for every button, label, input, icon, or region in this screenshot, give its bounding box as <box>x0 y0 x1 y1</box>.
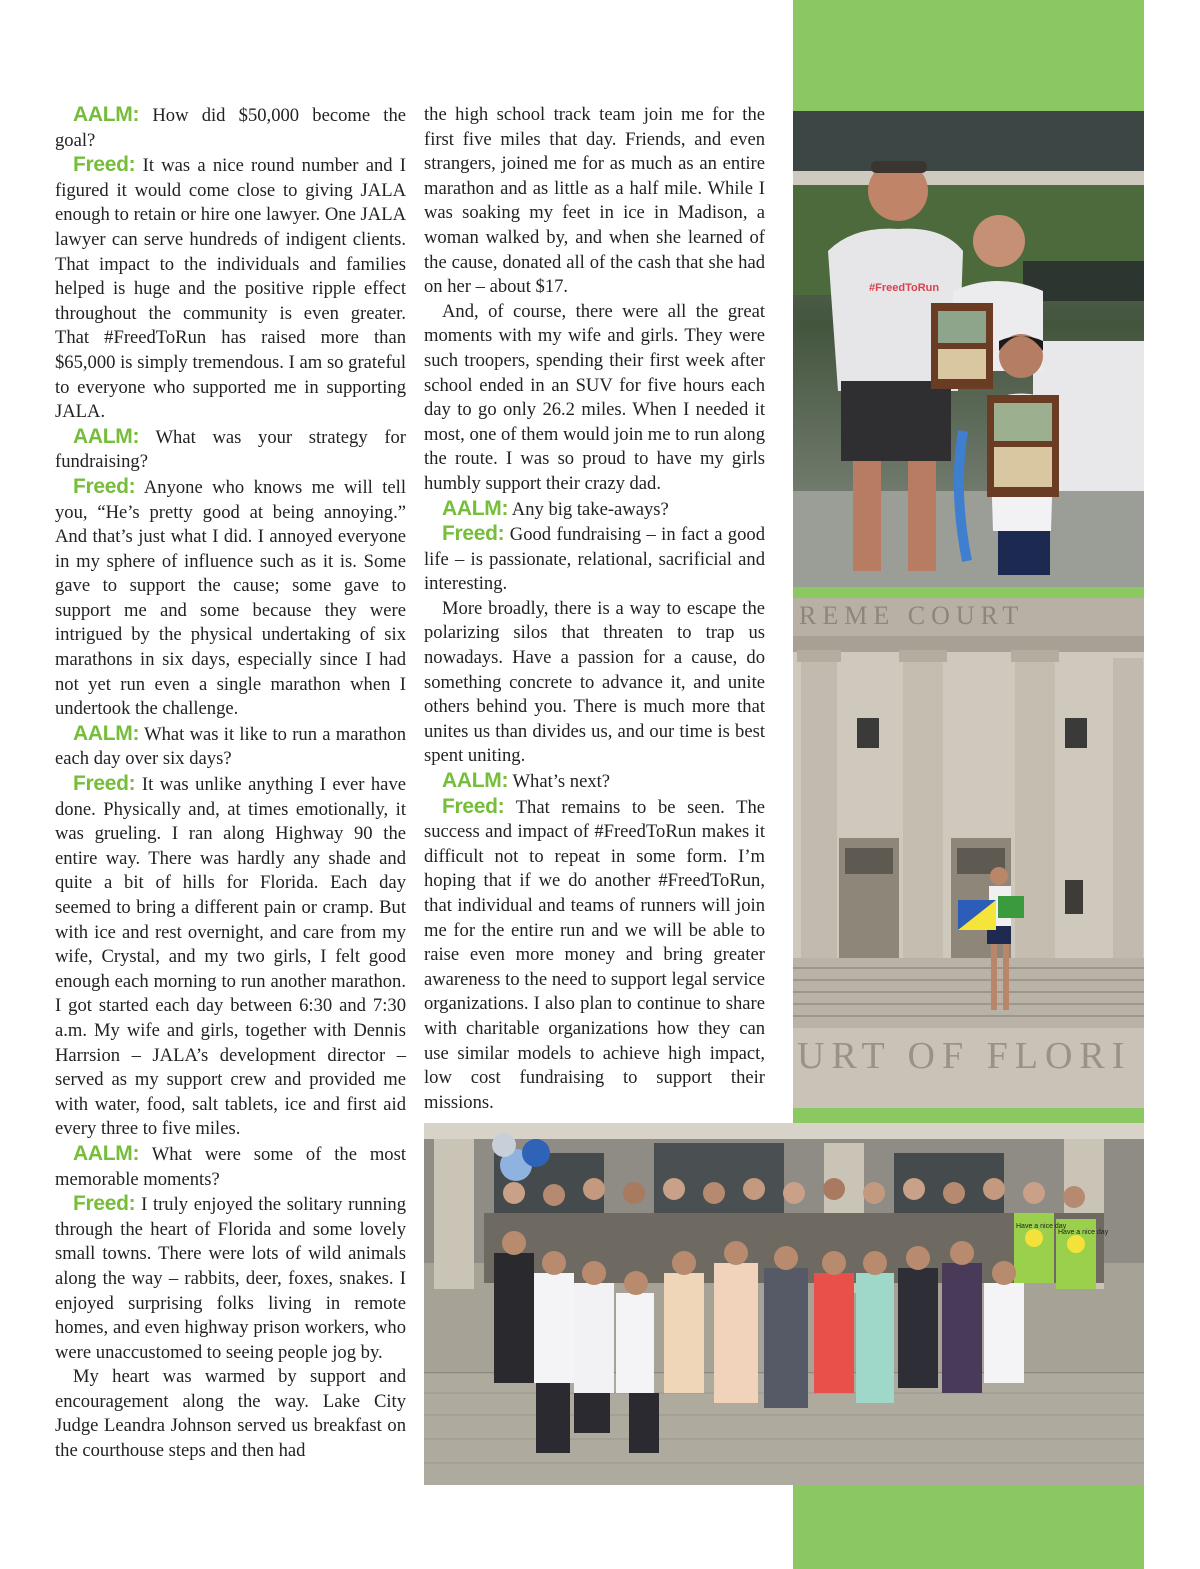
interview-answer <box>55 475 406 722</box>
aalm-speaker-label: AALM: <box>73 1141 140 1165</box>
frieze-text-top: REME COURT <box>799 601 1025 630</box>
paragraph-text: That remains to be seen. The success and impact of #FreedToRun makes it difficult not to repeat in some form. I’m hoping that if we do another #FreedToRun, that individual and teams of runners will join me for the entire run and we will be able to raise even more money and bring greater awareness to the need to support legal service organizations. I also plan to continue to share with charitable organizations how they can use similar models to achieve high impact, low cost fundraising to support their missions. <box>424 796 766 1113</box>
continued-paragraph <box>424 103 765 300</box>
paragraph-text: And, of course, there were all the great moments with my wife and girls. They were such troopers, spending their first week after school ended in an SUV for five hours each day to go only 26.2 miles. When I needed it most, one of them would join me to run along the route. I was so proud to have my girls humbly support their crazy dad. <box>424 300 765 494</box>
aalm-speaker-label: AALM: <box>73 721 140 745</box>
article-column-2 <box>424 103 765 1115</box>
paragraph-text: What was it like to run a marathon each day over six days? <box>55 723 406 770</box>
interview-answer <box>55 772 406 1142</box>
body-paragraph <box>424 597 765 769</box>
interview-question <box>55 425 406 475</box>
aalm-speaker-label: AALM: <box>442 769 509 793</box>
body-paragraph <box>55 1365 406 1463</box>
interview-answer <box>424 522 765 597</box>
freed-speaker-label: Freed: <box>73 474 136 498</box>
paragraph-text: I truly enjoyed the solitary running through the heart of Florida and some lovely small towns. There were lots of wild animals along the way – rabbits, deer, foxes, snakes. I enjoyed surprising folks living in remote homes, and even highway prison workers, who were unaccustomed to seeing people jog by. <box>55 1194 406 1363</box>
photo-group-courthouse-steps <box>424 1123 1144 1485</box>
interview-question <box>424 497 765 523</box>
shirt-text-a: Have a nice day <box>1016 1223 1067 1230</box>
freed-speaker-label: Freed: <box>442 794 505 818</box>
shirt-text-freedtorun: #FreedToRun <box>869 282 940 294</box>
freed-speaker-label: Freed: <box>73 153 136 177</box>
paragraph-text: More broadly, there is a way to escape the polarizing silos that threaten to trap us nowadays. Have a passion for a cause, do something concrete to advance it, and unite others behind you. There is much more that unites us than divides us, and our time is best spent uniting. <box>424 597 765 767</box>
photo-supreme-court-steps <box>793 598 1144 1108</box>
paragraph-text: What’s next? <box>512 771 611 793</box>
freed-speaker-label: Freed: <box>73 772 136 796</box>
paragraph-text: Good fundraising – in fact a good life – is passionate, relational, sacrificial and interesting. <box>424 524 765 595</box>
body-paragraph <box>424 300 765 497</box>
paragraph-text: What were some of the most memorable moments? <box>55 1143 407 1190</box>
paragraph-text: My heart was warmed by support and encouragement along the way. Lake City Judge Leandra Johnson served us breakfast on the courthouse steps and then had <box>55 1366 406 1462</box>
interview-answer <box>55 1192 406 1365</box>
paragraph-text: What was your strategy for fundraising? <box>55 426 406 473</box>
aalm-speaker-label: AALM: <box>73 424 140 448</box>
paragraph-text: How did $50,000 become the goal? <box>55 105 407 151</box>
photo-runner-with-daughter-plaques <box>793 111 1144 587</box>
engraved-text-bottom: URT OF FLORI <box>797 1035 1132 1077</box>
paragraph-text: Anyone who knows me will tell you, “He’s pretty good at being annoying.” And that’s just what I did. I annoyed everyone in my sphere of influence such as it is. Some gave to support the cause; some gave to support me and some because they were intrigued by the physical undertaking of six marathons in six days, especially since I had not yet run even a single marathon when I undertook the challenge. <box>55 476 407 720</box>
interview-answer <box>55 153 406 425</box>
freed-speaker-label: Freed: <box>73 1192 136 1216</box>
interview-question <box>55 722 406 772</box>
interview-question <box>424 769 765 795</box>
interview-question <box>55 103 406 153</box>
freed-speaker-label: Freed: <box>442 522 505 546</box>
shirt-text-b: Have a nice day <box>1058 1229 1109 1236</box>
interview-question <box>55 1142 406 1192</box>
paragraph-text: the high school track team join me for the first five miles that day. Friends, and even strangers, joined me for as much as an entire marathon and as little as a half mile. While I was soaking my feet in ice in Madison, a woman walked by, and when she learned of the cause, donated all of the cash that she had on her – about $17. <box>424 104 765 298</box>
aalm-speaker-label: AALM: <box>442 496 509 520</box>
paragraph-text: Any big take-aways? <box>511 498 669 520</box>
paragraph-text: It was unlike anything I ever have done. Physically and, at times emotionally, it was grueling. I ran along Highway 90 the entire way. There was hardly any shade and quite a bit of hills for Florida. Each day seemed to bring a different pain or cramp. But with ice and rest overnight, and care from my wife, Crystal, and my two girls, I felt good enough each morning to run another marathon. I got started each day between 6:30 and 7:30 a.m. My wife and girls, together with Dennis Harrsion – JALA’s development director – served as my support crew and provided me with water, food, salt tablets, ice and first aid every three to five miles. <box>55 774 406 1140</box>
paragraph-text: It was a nice round number and I figured it would come close to giving JALA enough to retain or hire one lawyer. One JALA lawyer can serve hundreds of indigent clients. That impact to the individuals and families helped is huge and the positive ripple effect throughout the community is even greater. That #FreedToRun has raised more than $65,000 is simply tremendous. I am so grateful to everyone who supported me in supporting JALA. <box>55 155 406 423</box>
aalm-speaker-label: AALM: <box>73 103 140 126</box>
article-column-1 <box>55 103 406 1464</box>
interview-answer <box>424 795 765 1116</box>
